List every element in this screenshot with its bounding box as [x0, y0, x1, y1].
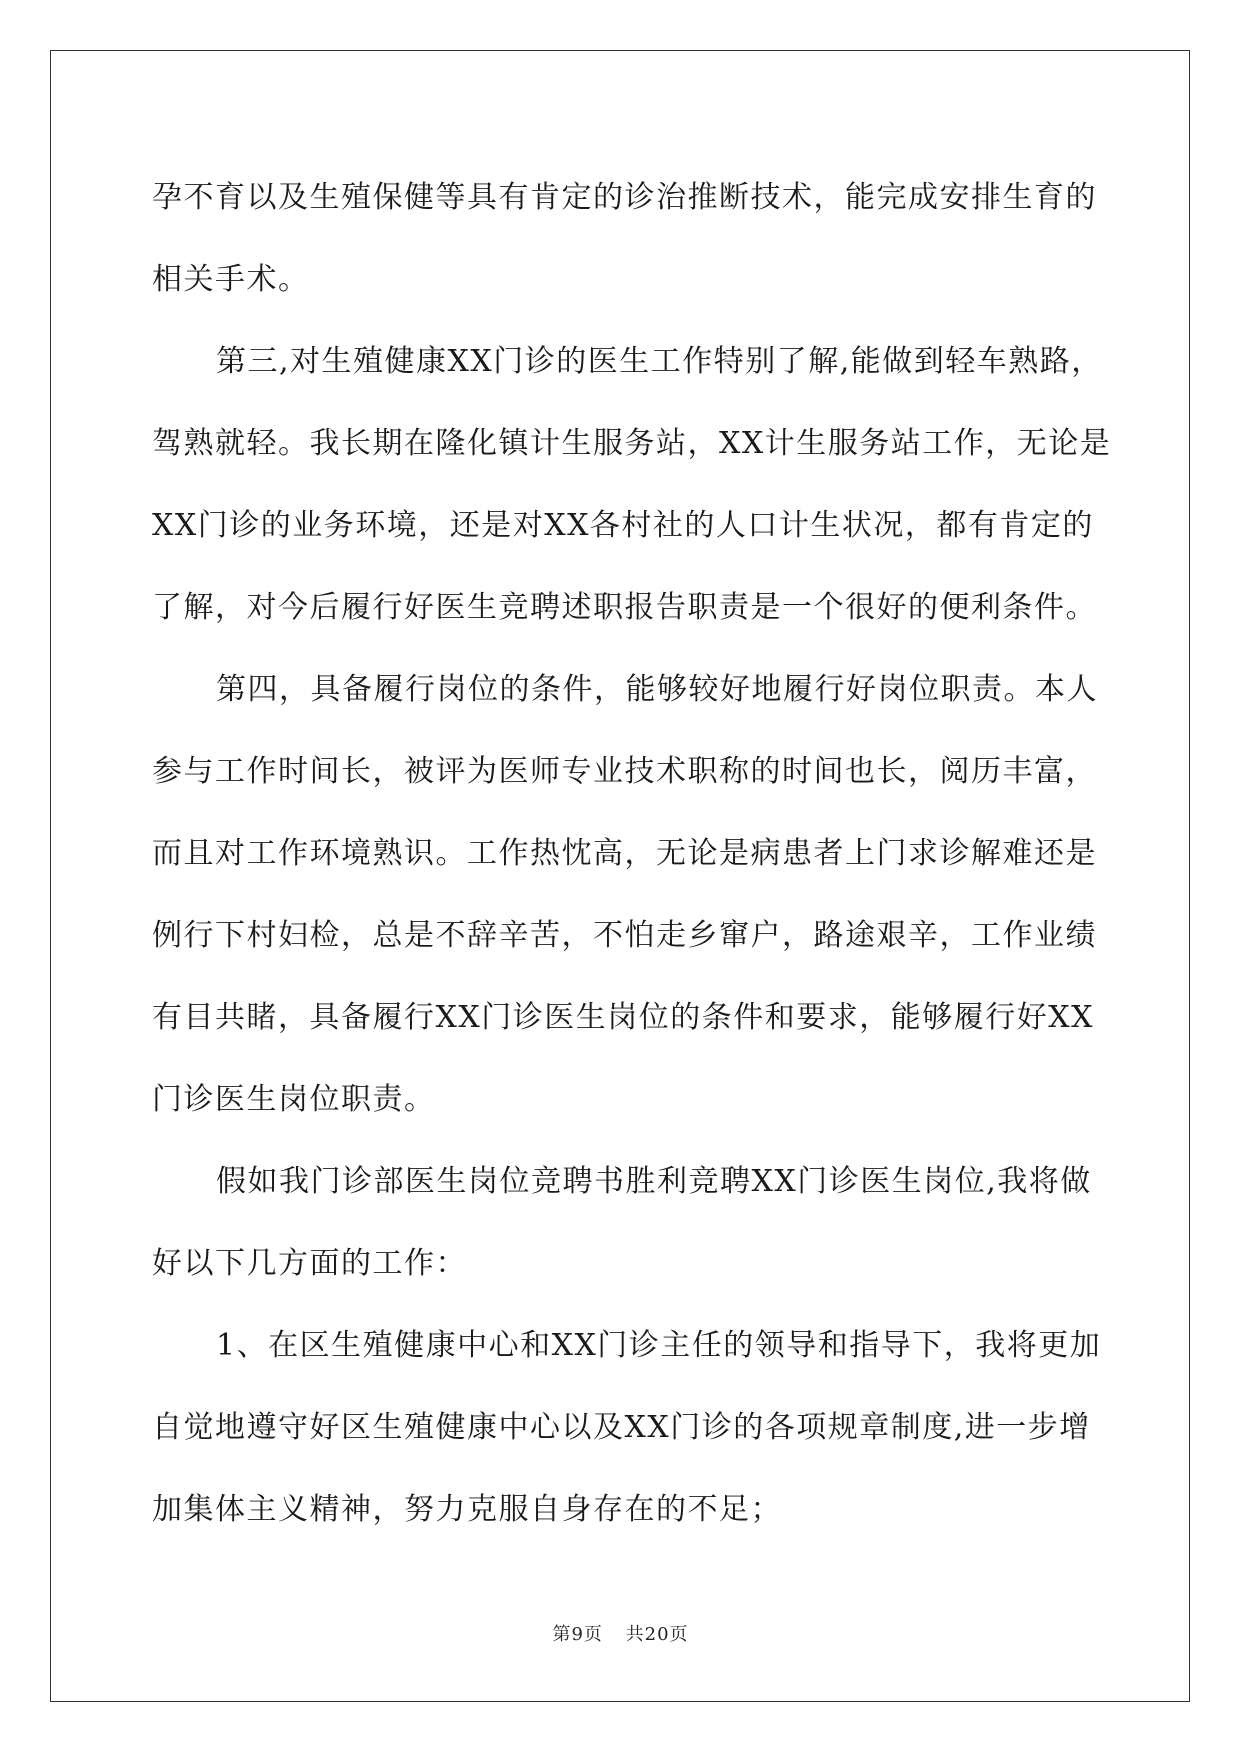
text-line: 例行下村妇检，总是不辞辛苦，不怕走乡窜户，路途艰辛，工作业绩 [152, 918, 1097, 953]
text-line: 孕不育以及生殖保健等具有肯定的诊治推断技术，能完成安排生育的 [152, 180, 1097, 215]
text-line: 1、在区生殖健康中心和XX门诊主任的领导和指导下，我将更加 [216, 1328, 1102, 1363]
document-body [152, 157, 1112, 1551]
text-line: 第三,对生殖健康XX门诊的医生工作特别了解,能做到轻车熟路， [216, 344, 1103, 379]
text-line: 有目共睹，具备履行XX门诊医生岗位的条件和要求，能够履行好XX [152, 1000, 1094, 1035]
text-line: 相关手术。 [152, 262, 310, 297]
page-total: 共20页 [625, 1624, 689, 1645]
text-line: 而且对工作环境熟识。工作热忱高，无论是病患者上门求诊解难还是 [152, 836, 1097, 871]
text-line: 参与工作时间长，被评为医师专业技术职称的时间也长，阅历丰富， [152, 754, 1097, 789]
text-line: 门诊医生岗位职责。 [152, 1082, 436, 1117]
page-number: 第9页 [552, 1624, 603, 1645]
text-line: 加集体主义精神，努力克服自身存在的不足； [152, 1492, 782, 1527]
text-line: XX门诊的业务环境，还是对XX各村社的人口计生状况，都有肯定的 [152, 508, 1094, 543]
text-line: 自觉地遵守好区生殖健康中心以及XX门诊的各项规章制度,进一步增 [152, 1410, 1091, 1445]
text-line: 第四，具备履行岗位的条件，能够较好地履行好岗位职责。本人 [216, 672, 1098, 707]
text-line: 驾熟就轻。我长期在隆化镇计生服务站，XX计生服务站工作，无论是 [152, 426, 1112, 461]
page-footer [0, 1620, 1241, 1646]
text-line: 好以下几方面的工作： [152, 1246, 467, 1281]
text-line: 了解，对今后履行好医生竞聘述职报告职责是一个很好的便利条件。 [152, 590, 1097, 625]
text-line: 假如我门诊部医生岗位竞聘书胜利竞聘XX门诊医生岗位,我将做 [216, 1164, 1092, 1199]
